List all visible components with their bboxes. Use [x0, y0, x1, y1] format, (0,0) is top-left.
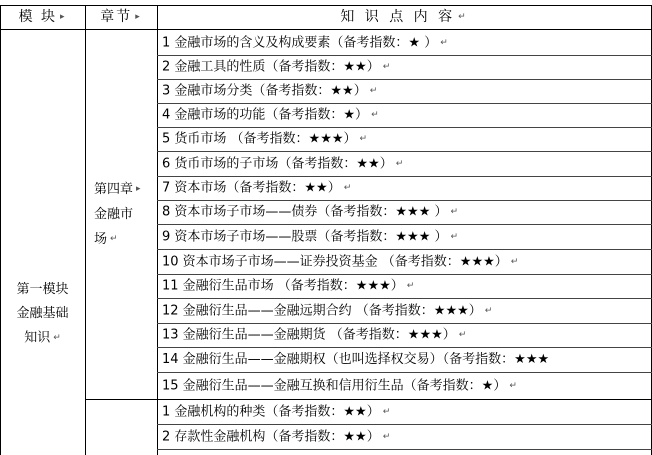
- list-item: 4 金融市场的功能（备考指数：★） ↵: [162, 107, 379, 123]
- list-item: 6 货币市场的子市场（备考指数：★★） ↵: [162, 156, 404, 172]
- module-line: 金融基础: [16, 306, 69, 321]
- module-cell: [0, 278, 85, 351]
- list-item: 15 金融衍生品——金融互换和信用衍生品（备考指数：★） ↵: [162, 378, 517, 394]
- list-item: 1 金融机构的种类（备考指数：★★） ↵: [162, 404, 391, 420]
- table-left-border: [0, 5, 1, 455]
- header-module: 模 块 ▸: [18, 9, 67, 25]
- list-item: 3 金融市场分类（备考指数：★★） ↵: [162, 83, 378, 99]
- row-sep: [157, 449, 652, 450]
- module-line: 第一模块: [16, 282, 69, 297]
- chapter-line: 场 ↵: [94, 232, 118, 247]
- module-line: 知识 ↵: [24, 330, 61, 346]
- list-item: 11 金融衍生品市场 （备考指数：★★★） ↵: [162, 278, 415, 294]
- list-item: 10 资本市场子市场——证券投资基金 （备考指数：★★★） ↵: [162, 254, 519, 270]
- list-item: 2 存款性金融机构（备考指数：★★） ↵: [162, 429, 391, 445]
- chapter-cell: [88, 177, 156, 252]
- list-item: 5 货币市场 （备考指数：★★★） ↵: [162, 131, 368, 147]
- header-content: 知 识 点 内 容 ↵: [340, 9, 469, 25]
- list-item: 7 资本市场（备考指数：★★） ↵: [162, 180, 352, 196]
- header-bottom-border: [0, 29, 652, 30]
- list-item: 1 金融市场的含义及构成要素（备考指数：★ ） ↵: [162, 35, 448, 51]
- chapter-line: 第四章 ▸: [94, 182, 141, 197]
- row-sep: [157, 372, 652, 373]
- header-chapter: 章节 ▸: [100, 9, 142, 25]
- chapter-line: 金融市: [94, 207, 134, 222]
- list-item: 9 资本市场子市场——股票（备考指数：★★★ ） ↵: [162, 229, 459, 245]
- list-item: 14 金融衍生品——金融期权（也叫选择权交易）（备考指数：★★★: [162, 352, 550, 367]
- list-item: 2 金融工具的性质（备考指数：★★） ↵: [162, 59, 391, 75]
- list-item: 12 金融衍生品——金融远期合约 （备考指数：★★★） ↵: [162, 303, 493, 319]
- list-item: 13 金融衍生品——金融期货 （备考指数：★★★） ↵: [162, 327, 467, 343]
- list-item: 8 资本市场子市场——债券（备考指数：★★★ ） ↵: [162, 204, 459, 220]
- col-divider-module: [85, 5, 86, 455]
